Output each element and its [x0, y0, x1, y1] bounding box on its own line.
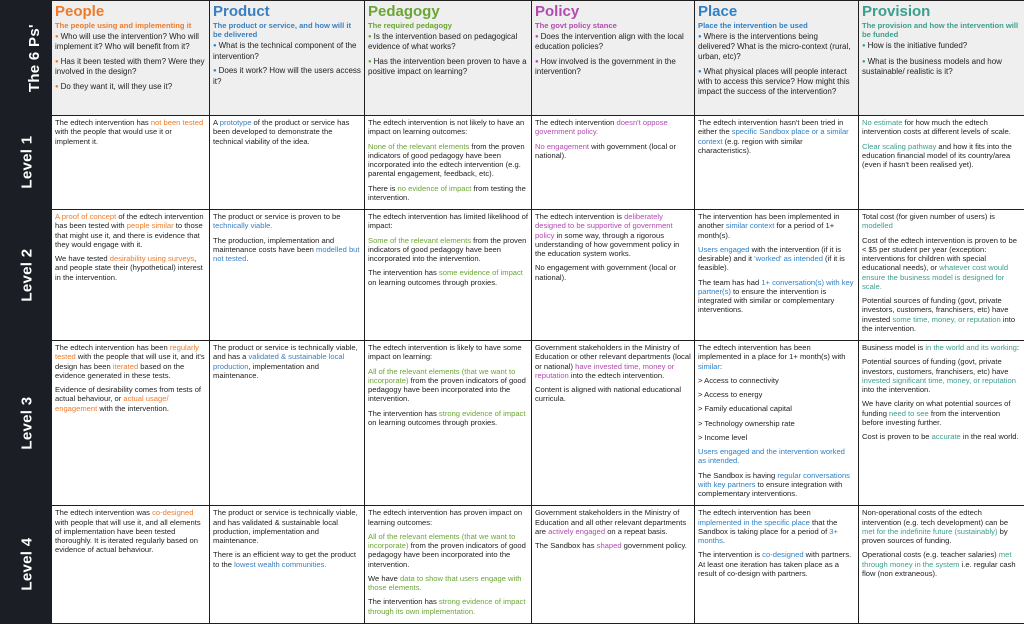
criterion-text: with government (local or national).: [535, 142, 676, 160]
cell-pedagogy-level-2: [365, 210, 532, 341]
criterion-paragraph: [55, 508, 206, 554]
criterion-text: There is: [368, 184, 398, 193]
criterion-paragraph: [535, 541, 691, 550]
criterion-text: with the intervention.: [97, 404, 169, 413]
criterion-text: into the edtech intervention.: [569, 371, 664, 380]
highlighted-text: modelled but not tested: [213, 245, 360, 263]
highlighted-text: actual usage/ engagement: [55, 394, 169, 412]
provision-question: ● What is the business models and how sustainable/ realistic is it?: [862, 57, 1021, 77]
criterion-paragraph: [55, 343, 206, 380]
criterion-paragraph: [698, 447, 855, 466]
criterion-paragraph: [55, 212, 206, 249]
criterion-paragraph: [862, 508, 1021, 545]
highlighted-text: iterated: [113, 362, 138, 371]
criterion-paragraph: [862, 236, 1021, 292]
criterion-paragraph: [535, 118, 691, 137]
cell-provision-level-3: [859, 341, 1024, 506]
criterion-text: from the proven indicators of good pedagogy have been incorporated into the intervention.: [368, 236, 526, 264]
criterion-paragraph: [698, 419, 855, 428]
highlighted-text: lowest wealth communities.: [234, 560, 326, 569]
criterion-text: on a repeat basis.: [605, 527, 667, 536]
criterion-paragraph: [862, 399, 1021, 427]
product-title: Product: [213, 4, 361, 20]
cell-people-level-4: [52, 506, 210, 624]
highlighted-text: validated & sustainable local production: [213, 352, 344, 370]
people-subtitle: The people using and implementing it: [55, 21, 206, 30]
criterion-text: > Family educational capital: [698, 404, 792, 413]
criterion-paragraph: [368, 268, 528, 287]
cell-place-level-2: [695, 210, 859, 341]
criterion-paragraph: [698, 508, 855, 545]
level-label-cell: [1, 506, 52, 624]
criterion-text: A: [213, 118, 220, 127]
criterion-paragraph: [55, 254, 206, 282]
criterion-text: on learning outcomes through proxies.: [368, 278, 497, 287]
criterion-paragraph: [862, 118, 1021, 137]
criterion-paragraph: [213, 118, 361, 146]
criterion-paragraph: [862, 432, 1021, 441]
level-label: Level 4: [18, 538, 36, 591]
criterion-text: The edtech intervention is not likely to have an impact on learning outcomes:: [368, 118, 524, 136]
highlighted-text: prototype: [220, 118, 252, 127]
criterion-paragraph: [698, 212, 855, 240]
criterion-text: > Access to energy: [698, 390, 762, 399]
criterion-text: Potential sources of funding (govt, private investors, customers, franchisers, etc) have invested: [862, 296, 1008, 324]
criterion-text: to those that might use it, and there is evidence that they would engage with it.: [55, 221, 203, 249]
criterion-paragraph: [55, 118, 206, 146]
criterion-text: Cost of the edtech intervention is proven to be < $5 per student per year (exception: interventions for children with special educational needs), or: [862, 236, 1017, 273]
criterion-text: Evidence of desirability comes from tests of actual behaviour, or: [55, 385, 201, 403]
people-question: ● Who will use the intervention? Who will implement it? Who will benefit from it?: [55, 32, 206, 52]
criterion-text: The edtech intervention hasn't been tried in either the: [698, 118, 843, 136]
pedagogy-title: Pedagogy: [368, 4, 528, 20]
criterion-text: of the edtech intervention has been tested with: [55, 212, 204, 230]
criterion-paragraph: [862, 343, 1021, 352]
criterion-paragraph: [368, 236, 528, 264]
column-header-product: [210, 1, 365, 116]
highlighted-text: some evidence of impact: [439, 268, 523, 277]
criterion-paragraph: [862, 550, 1021, 578]
criterion-paragraph: [535, 508, 691, 536]
cell-policy-level-4: [532, 506, 695, 624]
criterion-paragraph: [368, 574, 528, 593]
level-row-4: [1, 506, 1024, 624]
criterion-paragraph: [213, 212, 361, 231]
highlighted-text: regularly tested: [55, 343, 199, 361]
place-subtitle: Place the intervention be used: [698, 21, 855, 30]
highlighted-text: met through money in the system: [862, 550, 1011, 568]
criterion-paragraph: [535, 142, 691, 161]
cell-product-level-1: [210, 116, 365, 210]
highlighted-text: desirability using surveys: [110, 254, 194, 263]
criterion-paragraph: [862, 296, 1021, 333]
highlighted-text: Users engaged: [698, 245, 750, 254]
cell-product-level-2: [210, 210, 365, 341]
criterion-text: Operational costs (e.g. teacher salaries): [862, 550, 999, 559]
criterion-text: The edtech intervention: [535, 118, 616, 127]
criterion-text: There is an efficient way to get the product to the: [213, 550, 356, 568]
criterion-paragraph: [862, 357, 1021, 394]
criterion-text: from testing the intervention.: [368, 184, 526, 202]
criterion-paragraph: [213, 508, 361, 545]
place-question: ● What physical places will people interact with to access this service? How might this impact the success of the intervention?: [698, 67, 855, 97]
policy-question: ● Does the intervention align with the local education policies?: [535, 32, 691, 52]
highlighted-text: co-designed: [762, 550, 803, 559]
criterion-text: Non-operational costs of the edtech intervention (e.g. tech development) can be: [862, 508, 1008, 526]
highlighted-text: deliberately designed to be supportive of government policy: [535, 212, 673, 240]
criterion-text: i.e. regular cash flow (non extraneous).: [862, 560, 1016, 578]
criterion-text: The production, implementation and maintenance costs have been: [213, 236, 334, 254]
criterion-text: We have tested: [55, 254, 110, 263]
criterion-text: The product or service is technically viable, and has validated & sustainable local production, implementation and maintenance.: [213, 508, 358, 545]
highlighted-text: some time, money, or reputation: [892, 315, 1000, 324]
criterion-paragraph: [368, 409, 528, 428]
criterion-text: :: [1017, 343, 1019, 352]
highlighted-text: similar: [698, 362, 720, 371]
criterion-text: The Sandbox has: [535, 541, 597, 550]
highlighted-text: Users engaged and the intervention worked as intended.: [698, 447, 845, 465]
highlighted-text: similar context: [726, 221, 775, 230]
criterion-paragraph: [698, 550, 855, 578]
criterion-text: We have: [368, 574, 400, 583]
highlighted-text: All of the relevant elements (that we want to incorporate): [368, 532, 515, 550]
criterion-paragraph: [535, 385, 691, 404]
criterion-text: .: [246, 254, 248, 263]
criterion-text: Content is aligned with national educational curricula.: [535, 385, 681, 403]
highlighted-text: people similar: [127, 221, 174, 230]
highlighted-text: shaped: [597, 541, 622, 550]
highlighted-text: strong evidence of impact: [439, 409, 526, 418]
highlighted-text: 'worked' as intended: [754, 254, 823, 263]
criterion-paragraph: [698, 471, 855, 499]
highlighted-text: strong evidence of impact through its own implementation.: [368, 597, 525, 615]
cell-pedagogy-level-1: [365, 116, 532, 210]
criterion-text: to ensure the intervention is integrated with similar or complementary interventions.: [698, 287, 834, 315]
column-header-provision: [859, 1, 1024, 116]
criterion-text: The intervention has: [368, 597, 439, 606]
criterion-text: with the intervention (if it is desirable) and it: [698, 245, 841, 263]
side-header-cell: [1, 1, 52, 116]
highlighted-text: data to show that users engage with those elements.: [368, 574, 522, 592]
side-header-label: The 6 Ps': [26, 24, 44, 92]
provision-title: Provision: [862, 4, 1021, 20]
criterion-paragraph: [862, 212, 1021, 231]
criterion-paragraph: [698, 343, 855, 371]
highlighted-text: 1+ conversation(s) with key partner(s): [698, 278, 854, 296]
highlighted-text: A proof of concept: [55, 212, 116, 221]
cell-pedagogy-level-3: [365, 341, 532, 506]
level-label: Level 2: [18, 249, 36, 302]
criterion-text: The edtech intervention is: [535, 212, 624, 221]
pedagogy-question: ● Is the intervention based on pedagogical evidence of what works?: [368, 32, 528, 52]
level-row-2: [1, 210, 1024, 341]
policy-subtitle: The govt policy stance: [535, 21, 691, 30]
criterion-text: government policy.: [622, 541, 687, 550]
criterion-text: The intervention has: [368, 409, 439, 418]
criterion-text: The intervention is: [698, 550, 762, 559]
criterion-paragraph: [698, 245, 855, 273]
highlighted-text: accurate: [932, 432, 961, 441]
criterion-text: based on the evidence generated in these tests.: [55, 362, 184, 380]
cell-policy-level-1: [532, 116, 695, 210]
criterion-text: that the Sandbox is taking place for a period of: [698, 518, 837, 536]
cell-provision-level-2: [859, 210, 1024, 341]
highlighted-text: specific Sandbox place or a similar context: [698, 127, 849, 145]
column-header-policy: [532, 1, 695, 116]
highlighted-text: doesn't oppose government policy.: [535, 118, 668, 136]
criterion-text: with people that will use it, and all elements of implementation have been tested thoroughly. It is iterated regularly based on evidence of actual behaviour.: [55, 518, 201, 555]
criterion-text: The edtech intervention has been: [55, 343, 170, 352]
level-row-3: [1, 341, 1024, 506]
highlighted-text: modelled: [862, 221, 893, 230]
criterion-text: The edtech intervention has: [55, 118, 151, 127]
criterion-text: The edtech intervention has been implemented in a place for 1+ month(s) with: [698, 343, 846, 361]
cell-product-level-4: [210, 506, 365, 624]
highlighted-text: no evidence of impact: [398, 184, 472, 193]
highlighted-text: whatever cost would ensure the business model is designed for scale.: [862, 263, 1008, 291]
criterion-paragraph: [368, 367, 528, 404]
product-question: ● Does it work? How will the users access it?: [213, 66, 361, 86]
cell-place-level-4: [695, 506, 859, 624]
criterion-text: .: [723, 536, 725, 545]
criterion-text: > Income level: [698, 433, 747, 442]
criterion-text: to ensure integration with complementary interventions.: [698, 480, 842, 498]
level-label: Level 1: [18, 136, 36, 189]
criterion-paragraph: [368, 343, 528, 362]
criterion-text: with the people that will use it, and it's design has been: [55, 352, 205, 370]
criterion-paragraph: [213, 550, 361, 569]
criterion-paragraph: [698, 376, 855, 385]
criterion-text: The edtech intervention was: [55, 508, 152, 517]
criterion-paragraph: [698, 118, 855, 155]
criterion-paragraph: [698, 390, 855, 399]
criterion-text: from the intervention before investing further.: [862, 409, 1000, 427]
cell-provision-level-1: [859, 116, 1024, 210]
criterion-paragraph: [368, 508, 528, 527]
criterion-text: The product or service is technically viable, and has a: [213, 343, 358, 361]
criterion-text: in some way, through a rigorous understanding of how government policy in the education system works.: [535, 231, 679, 259]
level-label-cell: [1, 341, 52, 506]
policy-question: ● How involved is the government in the intervention?: [535, 57, 691, 77]
criterion-paragraph: [368, 118, 528, 137]
criterion-text: The intervention has been implemented in another: [698, 212, 839, 230]
highlighted-text: need to see: [889, 409, 929, 418]
level-label: Level 3: [18, 397, 36, 450]
criterion-paragraph: [368, 142, 528, 179]
highlighted-text: None of the relevant elements: [368, 142, 469, 151]
criterion-text: for how much the edtech intervention costs at different levels of scale.: [862, 118, 1011, 136]
cell-people-level-2: [52, 210, 210, 341]
highlighted-text: Some of the relevant elements: [368, 236, 471, 245]
criterion-text: and how it fits into the education financial model of its country/area (even if hasn't been realised yet).: [862, 142, 1012, 170]
cell-policy-level-2: [532, 210, 695, 341]
criterion-text: , and people state their (hypothetical) interest in the intervention.: [55, 254, 203, 282]
criterion-text: on learning outcomes through proxies.: [368, 418, 497, 427]
product-question: ● What is the technical component of the intervention?: [213, 41, 361, 61]
criterion-paragraph: [213, 236, 361, 264]
criterion-text: in the real world.: [961, 432, 1019, 441]
highlighted-text: in the world and its working: [925, 343, 1017, 352]
place-title: Place: [698, 4, 855, 20]
highlighted-text: co-designed: [152, 508, 193, 517]
place-question: ● Where is the interventions being delivered? What is the micro-context (rural, urban, etc)?: [698, 32, 855, 62]
criterion-paragraph: [368, 597, 528, 616]
highlighted-text: 3+ months: [698, 527, 838, 545]
criterion-paragraph: [535, 343, 691, 380]
column-header-pedagogy: [365, 1, 532, 116]
column-header-people: [52, 1, 210, 116]
level-label-cell: [1, 116, 52, 210]
criterion-paragraph: [368, 212, 528, 231]
criterion-text: Business model is: [862, 343, 925, 352]
highlighted-text: Clear scaling pathway: [862, 142, 936, 151]
criterion-text: Total cost (for given number of users) is: [862, 212, 995, 221]
criterion-text: The edtech intervention has proven impact on learning outcomes:: [368, 508, 522, 526]
criterion-text: No engagement with government (local or national).: [535, 263, 676, 281]
criterion-text: > Technology ownership rate: [698, 419, 795, 428]
criterion-text: (e.g. region with similar characteristics).: [698, 137, 803, 155]
criterion-text: The edtech intervention is likely to have some impact on learning:: [368, 343, 522, 361]
criterion-text: The edtech intervention has limited likelihood of impact:: [368, 212, 528, 230]
criterion-text: We have clarity on what potential sources of funding: [862, 399, 1010, 417]
highlighted-text: technically viable.: [213, 221, 273, 230]
criterion-text: of the product or service has been developed to demonstrate the technical viability of the idea.: [213, 118, 349, 146]
criterion-text: into the intervention.: [862, 315, 1015, 333]
cell-place-level-1: [695, 116, 859, 210]
criterion-paragraph: [698, 404, 855, 413]
criterion-paragraph: [55, 385, 206, 413]
criterion-text: with the people that would use it or implement it.: [55, 127, 172, 145]
criterion-text: > Access to connectivity: [698, 376, 779, 385]
highlighted-text: met for the indefinite future (sustainably): [862, 527, 998, 536]
product-subtitle: The product or service, and how will it be delivered: [213, 21, 361, 40]
criterion-text: Government stakeholders in the Ministry of Education or other relevant departments (local or national): [535, 343, 691, 371]
criterion-paragraph: [368, 532, 528, 569]
people-question: ● Do they want it, will they use it?: [55, 82, 206, 92]
cell-place-level-3: [695, 341, 859, 506]
criterion-paragraph: [535, 263, 691, 282]
highlighted-text: implemented in the specific place: [698, 518, 810, 527]
pedagogy-question: ● Has the intervention been proven to have a positive impact on learning?: [368, 57, 528, 77]
highlighted-text: have invested time, money or reputation: [535, 362, 674, 380]
criterion-text: The product or service is proven to be: [213, 212, 340, 221]
criterion-text: The Sandbox is having: [698, 471, 777, 480]
cell-provision-level-4: [859, 506, 1024, 624]
criterion-text: Potential sources of funding (govt, private investors, customers, franchisers, etc) have: [862, 357, 1008, 375]
criterion-text: The intervention has: [368, 268, 439, 277]
column-header-place: [695, 1, 859, 116]
provision-question: ● How is the initiative funded?: [862, 41, 1021, 51]
highlighted-text: regular conversations with key partners: [698, 471, 850, 489]
criterion-text: :: [720, 362, 722, 371]
criterion-text: for a period of 1+ month(s).: [698, 221, 834, 239]
highlighted-text: invested significant time, money, or reputation: [862, 376, 1016, 385]
criterion-text: with partners. At least one iteration has taken place as a result of co-design with partners.: [698, 550, 851, 578]
people-question: ● Has it been tested with them? Were they involved in the design?: [55, 57, 206, 77]
criterion-text: The edtech intervention has been: [698, 508, 811, 517]
cell-people-level-1: [52, 116, 210, 210]
criterion-paragraph: [698, 433, 855, 442]
people-title: People: [55, 4, 206, 20]
cell-policy-level-3: [532, 341, 695, 506]
criterion-paragraph: [213, 343, 361, 380]
criterion-text: from the proven indicators of good pedagogy have been incorporated into the edtech intervention (e.g. parental engagement, feedback, etc).: [368, 142, 525, 179]
criterion-text: from the proven indicators of good pedagogy have been incorporated into the intervention.: [368, 376, 526, 404]
criterion-text: Government stakeholders in the Ministry of Education and all other relevant departments are: [535, 508, 686, 536]
pedagogy-subtitle: The required pedagogy: [368, 21, 528, 30]
criterion-text: Cost is proven to be: [862, 432, 932, 441]
criterion-paragraph: [862, 142, 1021, 170]
criterion-text: The team has had: [698, 278, 761, 287]
criterion-text: (if it is feasible).: [698, 254, 845, 272]
criterion-text: , implementation and maintenance.: [213, 362, 319, 380]
cell-people-level-3: [52, 341, 210, 506]
criterion-paragraph: [698, 278, 855, 315]
level-row-1: [1, 116, 1024, 210]
header-row: [1, 1, 1024, 116]
criterion-text: from the proven indicators of good pedagogy have been incorporated into the intervention.: [368, 541, 526, 569]
criterion-text: by proven sources of funding.: [862, 527, 1008, 545]
highlighted-text: No engagement: [535, 142, 589, 151]
highlighted-text: actively engaged: [548, 527, 605, 536]
highlighted-text: No estimate: [862, 118, 903, 127]
level-label-cell: [1, 210, 52, 341]
highlighted-text: All of the relevant elements (that we want to incorporate): [368, 367, 515, 385]
cell-product-level-3: [210, 341, 365, 506]
provision-subtitle: The provision and how the intervention will be funded: [862, 21, 1021, 40]
criterion-paragraph: [368, 184, 528, 203]
highlighted-text: not been tested: [151, 118, 203, 127]
criterion-text: into the intervention.: [862, 385, 930, 394]
criterion-paragraph: [535, 212, 691, 258]
cell-pedagogy-level-4: [365, 506, 532, 624]
policy-title: Policy: [535, 4, 691, 20]
